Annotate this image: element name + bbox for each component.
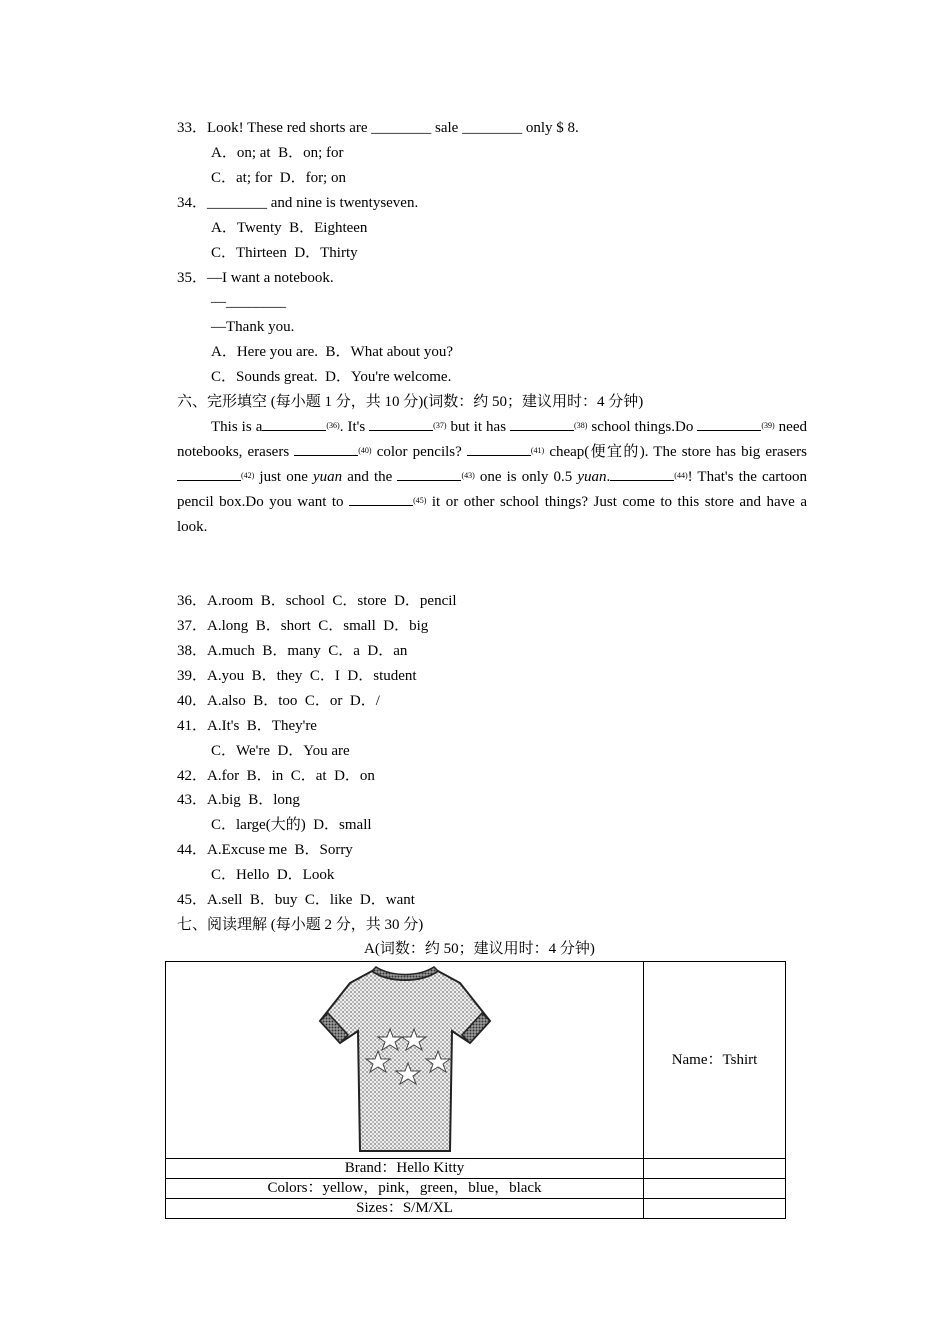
question-33-options-cd: C．at; for D．for; on (211, 170, 346, 186)
question-33-stem: 33．Look! These red shorts are ________ sale ________ only $ 8. (177, 120, 579, 136)
cloze-option-line: C．large(大的) D．small (211, 817, 372, 833)
reading-a-subtitle: A(词数：约 50；建议用时：4 分钟) (364, 941, 595, 957)
cloze-option-line: 43．A.big B．long (177, 792, 300, 808)
empty-cell (644, 1159, 786, 1179)
product-name: Name：Tshirt (644, 962, 786, 1159)
cloze-option-line: 40．A.also B．too C．or D．/ (177, 693, 380, 709)
question-34-options-cd: C．Thirteen D．Thirty (211, 245, 358, 261)
cloze-option-line: C．We're D．You are (211, 743, 350, 759)
question-35-dialog-line: —________ (211, 294, 286, 310)
question-35-options-ab: A．Here you are. B．What about you? (211, 344, 454, 360)
cloze-option-line: 39．A.you B．they C．I D．student (177, 668, 417, 684)
tshirt-image-cell (166, 962, 644, 1159)
section-7-title: 七、阅读理解 (每小题 2 分，共 30 分) (177, 917, 424, 933)
cloze-option-line: 44．A.Excuse me B．Sorry (177, 842, 353, 858)
product-colors: Colors：yellow，pink，green，blue，black (166, 1179, 644, 1199)
question-34-stem: 34．________ and nine is twentyseven. (177, 195, 419, 211)
section-6-title: 六、完形填空 (每小题 1 分，共 10 分)(词数：约 50；建议用时：4 分钟) (177, 394, 644, 410)
question-35-options-cd: C．Sounds great. D．You're welcome. (211, 369, 452, 385)
cloze-option-line: 41．A.It's B．They're (177, 718, 317, 734)
empty-cell (644, 1199, 786, 1219)
cloze-option-line: 37．A.long B．short C．small D．big (177, 618, 429, 634)
question-34-options-ab: A．Twenty B．Eighteen (211, 220, 368, 236)
cloze-option-line: 38．A.much B．many C．a D．an (177, 643, 408, 659)
cloze-passage: This is a $^{(36)}$. It's $^{(37)}$ but it has $^{(38)}$ school things.Do $^{(39)}$ need notebooks, erasers $^{(40)}$ color pencils? $^{(41)}$ cheap(便宜的). The store has big erasers $^{(42)}$ just one yuan and the $^{(43)}$ one is only 0.5 yuan. $^{(44)}$! That's the cartoon pencil box.Do you want to $^{(45)}$ it or other school things? Just come to this store and have a look. (177, 419, 807, 535)
cloze-option-line: 42．A.for B．in C．at D．on (177, 768, 375, 784)
question-35-dialog-line: —Thank you. (211, 319, 295, 335)
tshirt-icon (310, 963, 500, 1157)
cloze-option-line: 45．A.sell B．buy C．like D．want (177, 892, 415, 908)
product-brand: Brand：Hello Kitty (166, 1159, 644, 1179)
cloze-option-line: 36．A.room B．school C．store D．pencil (177, 593, 457, 609)
empty-cell (644, 1179, 786, 1199)
product-card-table (165, 961, 786, 1219)
cloze-option-line: C．Hello D．Look (211, 867, 335, 883)
question-33-options-ab: A．on; at B．on; for (211, 145, 344, 161)
product-sizes: Sizes：S/M/XL (166, 1199, 644, 1219)
question-35-stem: 35．—I want a notebook. (177, 270, 334, 286)
